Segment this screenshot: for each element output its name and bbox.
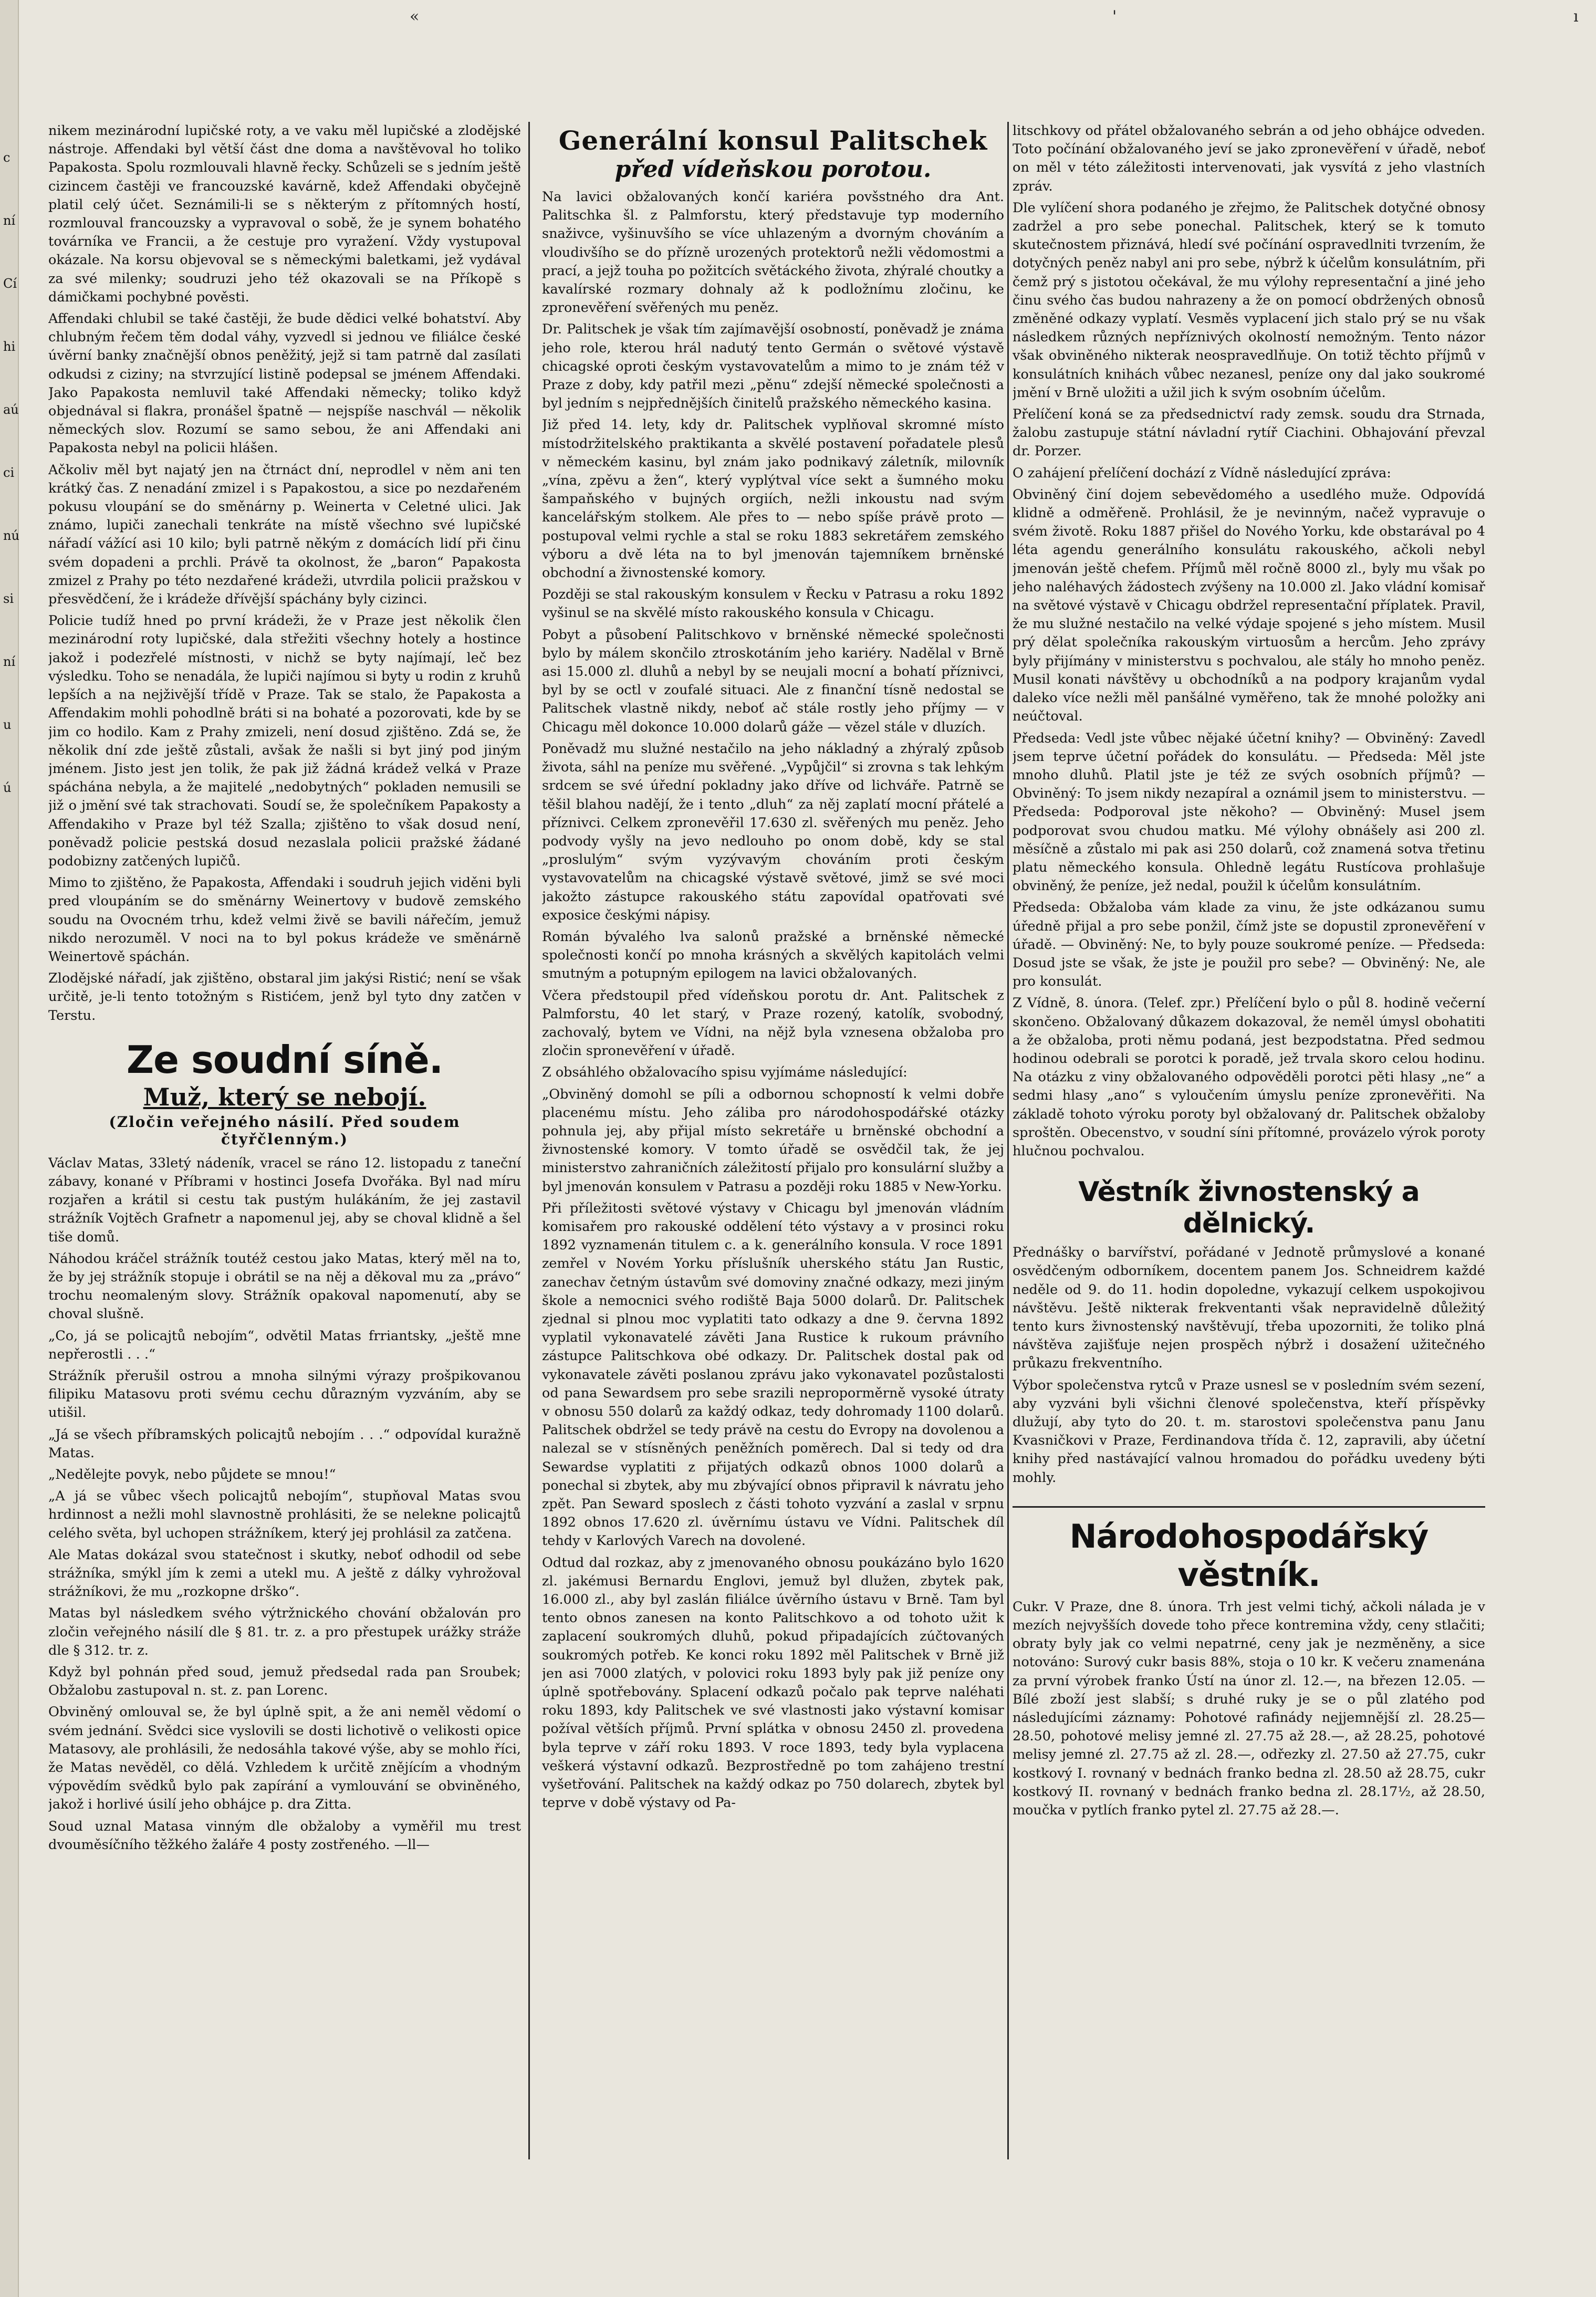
paragraph: Václav Matas, 33letý nádeník, vracel se ráno 12. listopadu z taneční zábavy, konané v Příbrami v hostinci Josefa Dvořáka. Byl nad míru rozjařen a krátil si cestu tak pustým hulákáním, že jej zastavil strážník Vojtěch Grafnetr a napomenul jej, aby se choval klidně a šel tiše domů.: [48, 1155, 521, 1245]
margin-fragment: ú: [3, 780, 12, 795]
column-rule: [528, 122, 530, 2159]
paragraph: Když byl pohnán před soud, jemuž předsedal rada pan Sroubek; Obžalobu zastupoval n. st. z. pan Lorenc.: [48, 1664, 521, 1699]
paragraph: Již před 14. lety, kdy dr. Palitschek vyplňoval skromné místo místodržitelského praktikanta a skvělé postavení pořadatele plesů v německém kasinu, byl znám jako podnikavý záletník, milovník „vína, zpěvu a žen“, který vyplýtval více sekt a šumného moku šampaňského v bujných orgiích, nežli inkoustu nad svým kancelářským stolkem. Ale přes to — nebo spíše právě proto — postupoval velmi rychle a stal se roku 1883 sekretářem zemského výboru a dvě léta na to byl jmenován tajemníkem brněnské obchodní a živnostenské komory.: [542, 417, 1004, 581]
paragraph: O zahájení přelíčení dochází z Vídně následující zpráva:: [1013, 465, 1391, 481]
paragraph: Policie tudíž hned po první krádeži, že v Praze jest několik člen mezinárodní roty lupičské, dala střežiti všechny hotely a hostince jakož i podezřelé místnosti, v nichž se byty najímají, leč bez výsledku. Toho se nenadála, že lupiči najímou si byty u rodin z kruhů lepších a na nejživější třídě v Praze. Tak se stalo, že Papakosta a Affendakim mohli pohodlně bráti si na bohaté a pozorovati, kde by se jim co hodilo. Kam z Prahy zmizeli, není dosud zjištěno. Zdá se, že několik dní zde ještě zůstali, avšak že našli si byt jiný pod jiným jménem. Jisto jest jen tolik, že pak již žádná krádež velká v Praze spáchána nebyla, a že majitelé „nedobytných“ pokladen nemusili se již o jmění své tak strachovati. Soudí se, že společníkem Papakosty a Affendakiho v Praze byl též Szalla; zjištěno to však dosud není, poněvadž policie pestská dosud nezaslala policii pražské žádané podobizny zatčených lupičů.: [48, 613, 521, 869]
paragraph: „Obviněný domohl se píli a odbornou schopností k velmi dobře placenému místu. Jeho záliba pro národohospodářské otázky pohnula jej, aby přijal místo sekretáře u brněnské obchodní a živnostenské komory. V tomto úřadě se osvědčil tak, že jej ministerstvo zahraničních záležitostí přijalo pro konsulární služby a byl jmenován konsulem v Patrasu a později roku 1885 v New-Yorku.: [542, 1086, 1004, 1195]
paragraph: „Nedělejte povyk, nebo půjdete se mnou!“: [48, 1467, 336, 1482]
paragraph: Přednášky o barvířství, pořádané v Jednotě průmyslové a konané osvědčeným odborníkem, docentem panem Jos. Schneidrem každé neděle od 9. do 11. hodin dopoledne, vykazují celkem uspokojivou návštěvu. Ještě nikterak frekventanti však nepravidelně důležitý tento kurs živnostenský navštěvují, třeba upozorniti, že toliko plná návštěva zajišťuje nejen prospěch nýbrž i dosažení užitečného průkazu frekventního.: [1013, 1245, 1485, 1372]
top-mark: ı: [1573, 7, 1579, 26]
paragraph: Cukr. V Praze, dne 8. února. Trh jest velmi tichý, ačkoli nálada je v mezích nejvyšších dovede toho přece kontremina vždy, ceny stlačiti; obraty byly jak co velmi nepatrné, ceny jak je nezměněny, a sice notováno: Surový cukr basis 88%, stoja o 10 kr. K večeru znamenána za první výrobek franko Ústí na únor zl. 12.—, na březen 12.05. — Bílé zboží jest slabší; s druhé ruky je se o půl zlatého pod následujícími záznamy: Pohotové rafinády nejjemnější zl. 28.25—28.50, pohotové melisy jemné zl. 27.75 až 28.—, až 28.25, pohotové melisy jemné zl. 27.75 až zl. 28.—, odřezky zl. 27.50 až 27.75, cukr kostkový I. rovnaný v bednách franko bedna zl. 28.50 až 28.75, cukr kostkový II. rovnaný v bednách franko bedna zl. 28.17½, až 28.50, moučka v pytlích franko pytel zl. 27.75 až 28.—.: [1013, 1599, 1485, 1819]
left-page-edge: [0, 0, 19, 2297]
article-subtitle: (Zločin veřejného násilí. Před soudem čtyřčlenným.): [109, 1113, 461, 1148]
paragraph: „A já se vůbec všech policajtů nebojím“, stupňoval Matas svou hrdinnost a nežli mohl slavnostně prohlásiti, že se nelekne policajtů celého světa, byl uchopen strážníkem, který jej prohlásil za zatčena.: [48, 1488, 521, 1541]
margin-fragment: aú: [3, 402, 19, 417]
economic-bulletin-title: Národohospodářský věstník.: [1013, 1506, 1485, 1594]
column-1: [48, 122, 521, 2222]
left-margin-fragments: [0, 0, 18, 819]
paragraph: Z obsáhlého obžalovacího spisu vyjímáme následující:: [542, 1064, 907, 1081]
paragraph: „Co, já se policajtů nebojím“, odvětil Matas frriantsky, „ještě mne nepřerostli . . .“: [48, 1328, 521, 1362]
top-mark: ': [1112, 7, 1117, 26]
margin-fragment: si: [3, 591, 14, 606]
margin-fragment: ní: [3, 654, 16, 669]
paragraph: „Já se všech příbramských policajtů nebojím . . .“ odpovídal kuražně Matas.: [48, 1426, 521, 1461]
paragraph: Přelíčení koná se za předsednictví rady zemsk. soudu dra Strnada, žalobu zastupuje státní návladní rytíř Ciachini. Obhajování převzal dr. Porzer.: [1013, 406, 1485, 460]
paragraph: Obviněný činí dojem sebevědomého a usedlého muže. Odpovídá klidně a odměřeně. Prohlásil, že je nevinným, načež vypravuje o svém životě. Roku 1887 přišel do Nového Yorku, kde obstarával po 4 léta agendu generálního konsulátu rakouského, ačkoli nebyl jmenován ještě chefem. Příjmů měl ročně 8000 zl., byly mu však po jeho naléhavých žádostech zvýšeny na 10.000 zl. Jako vládní komisař na světové výstavě v Chicagu obdržel representační příplatek. Pravil, že mu služné nestačilo na velké výdaje spojené s jeho místem. Musil prý dělat společníka rakouským virtuosům a hercům. Jeho zprávy byly přijímány v ministerstvu s pochvalou, ale stály ho mnoho peněz. Musil konati návštěvy u obchodníků a na podpory krajanům vydal daleko více nežli měl panšálné vyměřeno, tak že mnohé položky ani neúčtoval.: [1013, 486, 1485, 725]
paragraph: Román bývalého lva salonů pražské a brněnské německé společnosti končí po mnoha krásných a skvělých kapitolách velmi smutným a potupným epilogem na lavici obžalovaných.: [542, 928, 1004, 982]
paragraph: Mimo to zjištěno, že Papakosta, Affendaki i soudruh jejich viděni byli pred vloupáním se do směnárny Weinertovy v budově zemského soudu na Ovocném trhu, kdež velmi živě se bavili nářečím, jemuž nikdo nerozuměl. V noci na to byl pokus krádeže ve směnárně Weinertově spáchán.: [48, 875, 521, 965]
trade-bulletin: [1013, 1244, 1485, 1487]
paragraph: Předseda: Obžaloba vám klade za vinu, že jste odkázanou sumu úředně přijal a pro sebe ponžil, čímž jste se dopustil zpronevěření v úřadě. — Obviněný: Ne, to byly pouze soukromé peníze. — Předseda: Dosud jste se však, že jste je použil pro sebe? — Obviněný: Ne, ale pro konsulát.: [1013, 900, 1485, 990]
paragraph: Soud uznal Matasa vinným dle obžaloby a vyměřil mu trest dvouměsíčního těžkého žaláře 4 posty zostřeného. —ll—: [48, 1818, 521, 1853]
palitschek-article-continued: [1013, 122, 1485, 1161]
paragraph: Včera předstoupil před vídeňskou porotu dr. Ant. Palitschek z Palmforstu, 40 let starý, v Praze rozený, katolík, svobodný, zachovalý, bytem ve Vídni, na nějž byla vznesena obžaloba pro zločin spronevěření v úřadě.: [542, 987, 1004, 1059]
margin-fragment: c: [3, 150, 11, 165]
paragraph: Na lavici obžalovaných končí kariéra povšstného dra Ant. Palitschka šl. z Palmforstu, který představuje typ moderního snaživce, vyšinuvšího se více uhlazeným a dvorným chováním a vloudivšího se do přízně urozených protektorů nežli vědomostmi a prací, a jejž touha po požitcích světáckého života, zhýralé choutky a kavalírské rozmary dohnaly až k podložnímu zločinu, ke zpronevěření svěřených mu peněz.: [542, 189, 1004, 316]
article-continuation: [48, 122, 521, 1025]
margin-fragment: ní: [3, 213, 16, 228]
court-article: [48, 1154, 521, 1854]
paragraph: Při příležitosti světové výstavy v Chicagu byl jmenován vládním komisařem pro rakouské oddělení této výstavy a v prosinci roku 1892 vyznamenán titulem c. a k. generálního konsula. V roce 1891 zemřel v Novém Yorku příslušník uherského státu Jan Rustic, zanechav četným ústavům své domoviny značné odkazy, mezi jiným škole a nemocnici svého rodiště Baja 5000 dolarů. Dr. Palitschek zjednal si plnou moc vyplatiti tato odkazy a dne 9. června 1892 vyplatil vykonavatelé závěti Jana Rustice k rukoum právního zástupce Palitschkova obé odkazy. Dr. Palitschek dostal pak od vykonavatele závěti poslanou zprávu jako vykonavatel pozůstalosti od pana Sewardsem pro sebe srazili neproporměrně vysoké útraty v obnosu 550 dolarů za každý odkaz, tedy dohromady 1100 dolarů. Palitschek obdržel se tedy právě na cestu do Evropy na dovolenou a nalezal se v stísněných peněžních poměrech. Dal si tedy od dra Sewardse vyplatiti z přijatých odkazů obnos 1000 dolarů a ponechal si zbytek, aby mu zbývající obnos připravil k návratu jeho zpět. Pan Seward sposlech z části tohoto vyzvání a zaslal v srpnu 1892 obnos 17.620 zl. úvěrnímu ústavu ve Vídni. Palitschek díl tehdy v Karlových Varech na dovolené.: [542, 1200, 1004, 1549]
article-title: Muž, který se nebojí.: [143, 1082, 426, 1111]
paragraph: Ale Matas dokázal svou statečnost i skutky, neboť odhodil od sebe strážníka, smýkl jím k zemi a utekl mu. A ještě z dálky vyhrožoval strážníkovi, že mu „rozkopne drško“.: [48, 1547, 521, 1600]
column-3: [1013, 122, 1485, 2222]
margin-fragment: ci: [3, 465, 15, 480]
economic-bulletin: [1013, 1598, 1485, 1820]
paragraph: Dle vylíčení shora podaného je zřejmo, že Palitschek dotyčné obnosy zadržel a pro sebe ponechal. Palitschek, který se k tomuto skutečnostem přiznává, hledí své počínání ospravedlniti tvrzením, že dotyčných peněz nabyl ani pro sebe, nýbrž k účelům konsulátním, při čemž prý s jistotou očekával, že mu výlohy representační a jiné jeho činu svého čas budou nahrazeny a že on pomocí obdržených obnosů změněné odkazy vyplatí. Vesměs vyplacení jich stalo prý se nu však následkem různých nepříznivých okolností nemožným. Tento názor však obviněného nikterak neospravedlňuje. On totiž těchto příjmů v konsulátních knihách vůbec nezanesl, peníze ony dal jako soukromé jmění v Brně uložiti a užil jich k svým osobním účelům.: [1013, 200, 1485, 401]
trade-bulletin-title: Věstník živnostenský a dělnický.: [1078, 1176, 1420, 1240]
paragraph: Později se stal rakouským konsulem v Řecku v Patrasu a roku 1892 vyšinul se na skvělé místo rakouského konsula v Chicagu.: [542, 587, 1004, 621]
paragraph: Affendaki chlubil se také častěji, že bude dědici velké bohatství. Aby chlubným řečem těm dodal váhy, vyzvedl si jednou ve filiálce české úvěrní banky značnější obnos peněžitý, jejž si tam patrně dal zasílati odkudsi z ciziny; na stvrzující listině podepsal se jménem Affendaki. Jako Papakosta nemluvil také Affendaki německy; toliko když objednával si flakra, pronášel špatně — nejspíše naschvál — několik německých slov. Rozumí se samo sebou, že ani Affendaki ani Papakosta nebyl na policii hlášen.: [48, 311, 521, 456]
paragraph: Poněvadž mu služné nestačilo na jeho nákladný a zhýralý způsob života, sáhl na peníze mu svěřené. „Vypůjčil“ si zrovna s tak lehkým srdcem se své úřední pokladny jako dříve od lichváře. Patrně se těšil blahou nadějí, že i tento „dluh“ za něj zaplatí mocní přátelé a příznivci. Celkem zpronevěřil 17.630 zl. svěřených mu peněz. Jeho podvody vyšly na jevo nedlouho po onom době, kdy se stal „proslulým“ svým vyzývavým chováním proti českým vystavovatelům na chicagské výstavě světové, jimž se své moci jakožto zástupce rakouského státu zapovídal opatřovati své exposice českými nápisy.: [542, 740, 1004, 923]
paragraph: nikem mezinárodní lupičské roty, a ve vaku měl lupičské a zlodějské nástroje. Affendaki byl větší část dne doma a navštěvoval ho toliko Papakosta. Spolu rozmlouvali hlavně řecky. Schůzeli se s jedním ještě cizincem častěji ve francouzské kavárně, kdež Affendaki obyčejně platil celý účet. Seznámili-li se s některým z přítomných hostí, rozmlouval francouzsky a vypravoval o sobě, že je synem bohatého továrníka ve Francii, a že cestuje pro vyražení. Vždy vystupoval okázale. Na korsu objevoval se s německými baletkami, jež vydával za své milenky; soudruzi jeho též okazovali se na Příkopě s dámičkami pochybné pověsti.: [48, 123, 521, 305]
top-mark: «: [410, 7, 420, 26]
paragraph: Výbor společenstva rytců v Praze usnesl se v posledním svém sezení, aby vyzváni byli všichni členové společenstva, kteří příspěvky dlužují, aby tyto do 20. t. m. starostovi společenstva panu Janu Kvasničkovi v Praze, Ferdinandova třída č. 12, zapravili, aby účetní knihy před nastávající valnou hromadou do pořádku uvedeny býti mohly.: [1013, 1377, 1485, 1486]
margin-fragment: hi: [3, 339, 16, 354]
paragraph: Matas byl následkem svého výtržnického chování obžalován pro zločin veřejného násilí dle § 81. tr. z. a pro přestupek urážky stráže dle § 312. tr. z.: [48, 1605, 521, 1658]
paragraph: Dr. Palitschek je však tím zajímavější osobností, poněvadž je známa jeho role, kterou hrál nadutý tento Germán o světové výstavě chicagské oproti českým vystavovatelům a mimo to je znám též v Praze z doby, kdy patřil mezi „pěnu“ zdejší německé společnosti a byl jedním s nejpřednějších činitelů pražského německého kasina.: [542, 321, 1004, 412]
paragraph: Strážník přerušil ostrou a mnoha silnými výrazy prošpikovanou filipiku Matasovu proti svému cechu důrazným vyzváním, aby se utišil.: [48, 1367, 521, 1421]
column-rule: [1007, 122, 1009, 2159]
headline: Generální konsul Palitschek: [558, 125, 988, 156]
margin-fragment: nú: [3, 528, 19, 543]
margin-fragment: Cí: [3, 276, 17, 291]
palitschek-article: [542, 188, 1004, 1812]
paragraph: Náhodou kráčel strážník toutéž cestou jako Matas, který měl na to, že by jej strážník stopuje i obrátil se na něj a děkoval mu za „právo“ trochu neomaleným slovy. Strážník opakoval napomenutí, aby se choval slušně.: [48, 1250, 521, 1322]
paragraph: Zlodějské nářadí, jak zjištěno, obstaral jim jakýsi Ristić; není se však určitě, je-li tento totožným s Ristićem, jenž byl tyto dny zatčen v Terstu.: [48, 970, 521, 1024]
column-2: [542, 122, 1004, 2222]
paragraph: Z Vídně, 8. února. (Telef. zpr.) Přelíčení bylo o půl 8. hodině večerní skončeno. Obžalovaný důkazem dokazoval, že neměl úmysl obohatiti a že obžaloba, proti němu podaná, jest bezpodstatna. Před sedmou hodinou odebrali se porotci k poradě, jež trvala skoro celou hodinu. Na otázku z viny obžalovaného odpověděli porotci pěti hlasy „ne“ a sedmi hlasy „ano“ s vyloučením úmyslu peníze zpronevěřiti. Na základě tohoto výroku poroty byl obžalovaný dr. Palitschek obžaloby sproštěn. Obecenstvo, v soudní síni přítomné, provázelo výrok poroty hlučnou pochvalou.: [1013, 995, 1485, 1159]
section-title: Ze soudní síně.: [126, 1037, 443, 1082]
paragraph: Pobyt a působení Palitschkovo v brněnské německé společnosti bylo by málem skončilo ztroskotáním jeho kariéry. Nadělal v Brně asi 15.000 zl. dluhů a nebyl by se neujali mocní a bohatí příznivci, byl by se octl v zoufalé situaci. Ale z finanční tísně nedostal se Palitschek vlastně nikdy, neboť ač stále rostly jeho příjmy — v Chicagu měl dokonce 10.000 dolarů gáže — vězel stále v dluzích.: [542, 627, 1004, 735]
paragraph: Odtud dal rozkaz, aby z jmenovaného obnosu poukázáno bylo 1620 zl. jakémusi Bernardu Englovi, jemuž byl dlužen, zbytek pak, 16.000 zl., aby byl zaslán filiálce úvěrního ústavu v Brně. Tam byl tento obnos zanesen na konto Palitschkovo a od tohoto užit k zaplacení soukromých dluhů, pokud připadajících zúčtovaných soukromých potřeb. Ke konci roku 1892 měl Palitschek v Brně již jen asi 7000 zlatých, v polovici roku 1893 byly pak již peníze ony úplně spotřebovány. Splacení odkazů počalo pak teprve naléhati roku 1893, kdy Palitschek ve své vlastnosti jako výstavní komisar požíval větších příjmů. První splátka v obnosu 2450 zl. provedena byla teprve v září roku 1893. V roce 1893, tedy byla vyplacena veškerá výstavní odkazů. Bezprostředně po tom zahájeno trestní vyšetřování. Palitschek na každý odkaz po 750 dolarech, zbytek byl teprve v době výstavy od Pa-: [542, 1554, 1004, 1811]
margin-fragment: u: [3, 717, 12, 732]
paragraph: Předseda: Vedl jste vůbec nějaké účetní knihy? — Obviněný: Zavedl jsem teprve účetní pořádek do konsulátu. — Předseda: Měl jste mnoho dluhů. Platil jste je též ze svých osobních příjmů? — Obviněný: To jsem nikdy nezapíral a oznámil jsem to ministerstvu. — Předseda: Podporoval jste někoho? — Obviněný: Musel jsem podporovat svou chudou matku. Mé výlohy obnášely asi 200 zl. měsíčně a zůstalo mi pak asi 250 dolarů, což znamená sotva třetinu platu německého konsula. Ohledně legátu Rustícova prohlašuje obviněný, že peníze, jež nedal, použil k účelům konsulátním.: [1013, 730, 1485, 894]
paragraph: litschkovy od přátel obžalovaného sebrán a od jeho obhájce odveden. Toto počínání obžalovaného jeví se jako zpronevěření v úřadě, neboť on měl v této záležitosti intervenovati, jak vysvítá z jeho vlastních zpráv.: [1013, 123, 1485, 194]
paragraph: Obviněný omlouval se, že byl úplně spit, a že ani neměl vědomí o svém jednání. Svědci sice vyslovili se dosti lichotivě o velikosti opice Matasovy, ale prohlásili, že nedosáhla takové výše, aby se mohlo říci, že Matas nevěděl, co dělá. Vzhledem k určitě znějícím a vhodným výpovědím svědků bylo pak zapírání a vymlouvání se obviněného, jakož i horlivé úsilí jeho obhájce p. dra Zitta.: [48, 1704, 521, 1813]
paragraph: Ačkoliv měl byt najatý jen na čtrnáct dní, neprodlel v něm ani ten krátký čas. Z nenadání zmizel i s Papakostou, a sice po nezdařeném pokusu vloupání se do směnárny p. Weinerta v Celetné ulici. Jak známo, lupiči zanechali tenkráte na místě všechno své lupičské nářadí vážící asi 10 kilo; byli patrně někým z domácích lidí při činu svém dopadeni a prchli. Právě ta okolnost, že „baron“ Papakosta zmizel z Prahy po této nezdařené krádeži, utvrdila policii pražskou v přesvědčení, že i krádeže dřívější spáchány byly cizinci.: [48, 462, 521, 608]
headline-line-2: před vídeňskou porotou.: [614, 156, 932, 183]
